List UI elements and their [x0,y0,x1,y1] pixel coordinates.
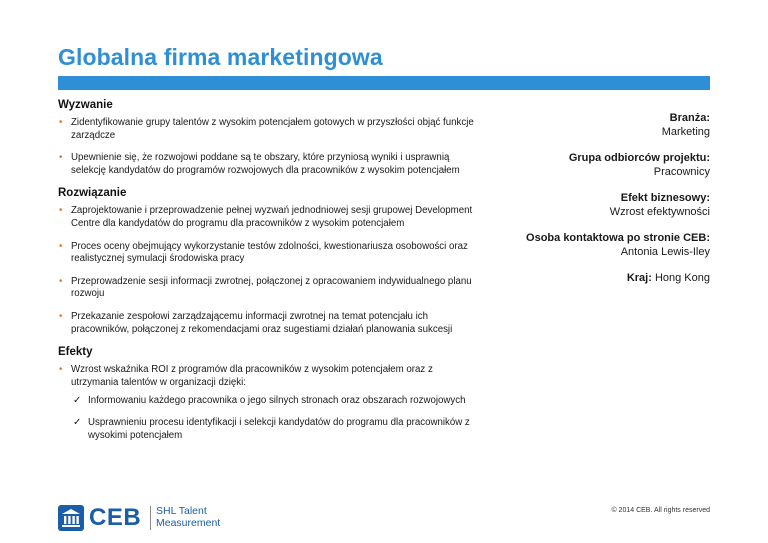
logo-subtitle: SHL Talent Measurement [156,505,221,529]
list-item: • Zaprojektowanie i przeprowadzenie pełnej wyzwań jednodniowej sesji grupowej Development Centre dla kandydatów do programu dla pracowników z wysokim potencjałem [59,205,473,229]
checkmark-icon: ✓ [73,395,82,407]
list-item: ✓ Usprawnieniu procesu identyfikacji i selekcji kandydatów do programu dla pracowników z wysokimi potencjałem [73,416,470,441]
effects-sub-list [73,395,478,442]
bullet-dot-icon: • [59,240,63,252]
logo-text: CEB [89,504,142,531]
audience-value: Pracownicy [653,165,710,178]
business-effect-value: Wzrost efektywności [609,205,710,218]
list-item: • Przekazanie zespołowi zarządzającemu informacji zwrotnej na temat potencjału ich pracowników, połączonej z rekomendacjami oraz sugestiami działań planowania sukcesji [59,310,453,335]
contact-label: Osoba kontaktowa po stronie CEB: [526,232,710,244]
industry-label: Branża: [669,112,710,124]
contact-value: Antonia Lewis-Iley [620,245,710,258]
list-item: • Przeprowadzenie sesji informacji zwrotnej, połączonej z opracowaniem indywidualnego planu rozwoju [59,275,472,300]
list-item: ✓ Informowaniu każdego pracownika o jego silnych stronach oraz obszarach rozwojowych [73,395,466,407]
list-item: • Wzrost wskaźnika ROI z programów dla pracowników z wysokim potencjałem oraz z utrzymania talentów w organizacji dzięki: [59,364,433,388]
effects-list [58,364,478,389]
business-effect-detail [480,192,710,219]
contact-detail [480,232,710,259]
logo-divider [150,506,151,530]
project-details [480,112,710,299]
bullet-dot-icon: • [59,310,63,322]
industry-value: Marketing [661,125,710,138]
solution-list [58,205,478,336]
country-detail [480,272,710,286]
industry-detail [480,112,710,139]
bullet-dot-icon: • [59,205,63,217]
bullet-dot-icon: • [59,364,63,376]
effects-heading: Efekty [58,346,93,359]
list-item: • Zidentyfikowanie grupy talentów z wysokim potencjałem gotowych w przyszłości objąć funkcje zarządcze [59,117,474,141]
bullet-dot-icon: • [59,152,63,164]
page-title: Globalna firma marketingowa [58,44,383,70]
audience-label: Grupa odbiorców projektu: [568,152,710,164]
country-value: Hong Kong [654,272,710,284]
list-item: • Upewnienie się, że rozwojowi poddane są te obszary, które przyniosą wyniki i usprawnią selekcję kandydatów do programów rozwojowych dla pracowników z wysokim potencjałem [59,152,460,176]
solution-heading: Rozwiązanie [58,187,127,200]
audience-detail [480,152,710,179]
ceb-building-icon [58,505,84,531]
copyright-notice: © 2014 CEB. All rights reserved [611,507,710,514]
title-bar [58,76,710,90]
country-label: Kraj: [626,272,652,284]
bullet-dot-icon: • [59,275,63,287]
challenge-heading: Wyzwanie [58,99,113,111]
business-effect-label: Efekt biznesowy: [620,192,710,204]
checkmark-icon: ✓ [73,416,82,428]
challenge-list [58,117,478,177]
case-study-body [58,99,478,451]
bullet-dot-icon: • [59,117,63,128]
list-item: • Proces oceny obejmujący wykorzystanie testów zdolności, kwestionariusza osobowości oraz realistycznej symulacji środowiska pracy [59,240,468,265]
